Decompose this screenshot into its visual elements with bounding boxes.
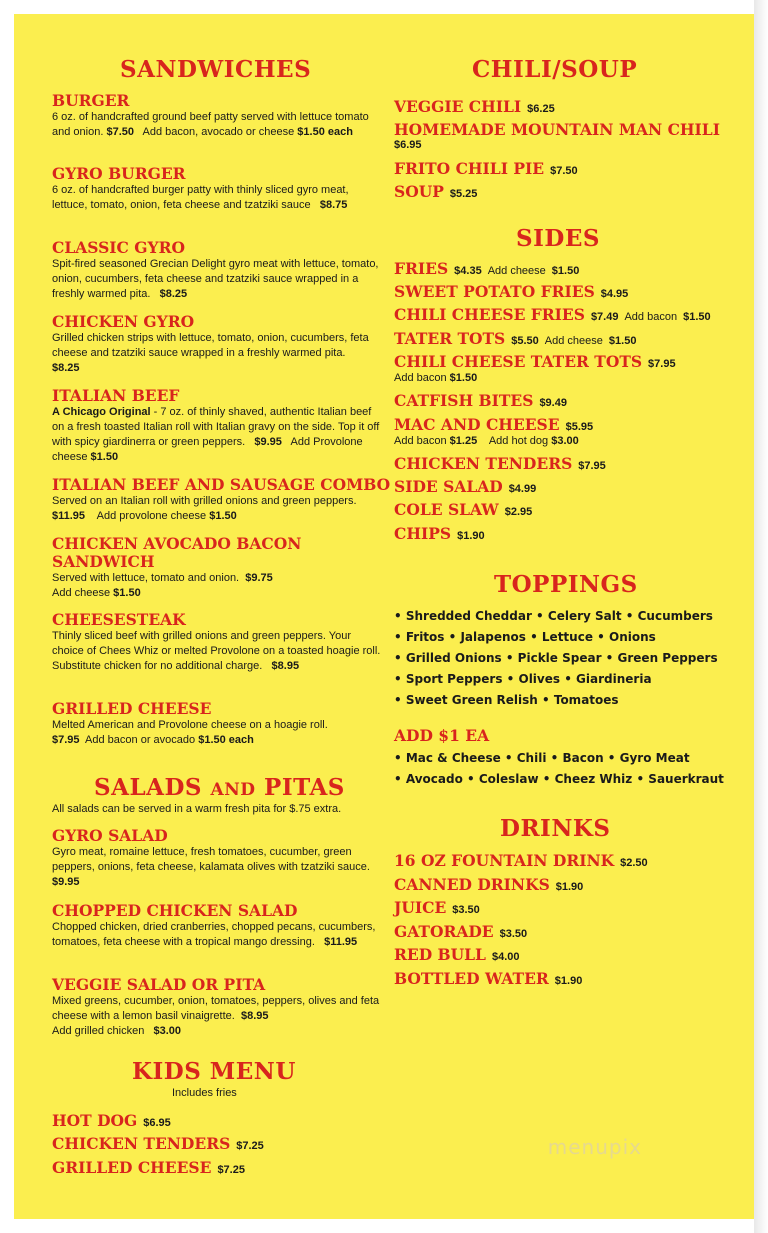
side-item: SIDE SALAD $4.99 xyxy=(394,477,537,496)
italian-beef-desc: A Chicago Original - 7 oz. of thinly shaved, authentic Italian beef on a fresh toasted Italian roll with Italian gravy on the side. Top it off with spicy giardinerra or green peppers. $9.95 Add Provolone cheese $1.50 xyxy=(52,406,380,463)
side-item: TATER TOTS $5.50 Add cheese $1.50 xyxy=(394,329,637,348)
side-item: MAC AND CHEESE $5.95 xyxy=(394,415,594,434)
side-item: CATFISH BITES $9.49 xyxy=(394,391,567,410)
burger-desc: 6 oz. of handcrafted ground beef patty served with lettuce tomato and onion. $7.50 Add bacon, avocado or cheese $1.50 each xyxy=(52,111,369,138)
side-item: CHIPS $1.90 xyxy=(394,524,485,543)
topping-line: • Sweet Green Relish • Tomatoes xyxy=(394,693,619,707)
combo-desc: Served on an Italian roll with grilled onions and green peppers. $11.95 Add provolone cheese $1.50 xyxy=(52,495,357,522)
kids-item: GRILLED CHEESE $7.25 xyxy=(52,1158,245,1177)
gyro-burger-desc: 6 oz. of handcrafted burger patty with thinly sliced gyro meat, lettuce, tomato, onion, feta cheese and tzatziki sauce $8.75 xyxy=(52,184,349,211)
gyro-salad-title: GYRO SALAD xyxy=(52,826,168,845)
gyro-salad-desc: Gyro meat, romaine lettuce, fresh tomatoes, cucumber, green peppers, onions, feta cheese, kalamata olives with tzatziki sauce. $9.95 xyxy=(52,846,370,888)
topping-line: • Fritos • Jalapenos • Lettuce • Onions xyxy=(394,630,656,644)
kids-item: CHICKEN TENDERS $7.25 xyxy=(52,1134,264,1153)
chili-item: VEGGIE CHILI $6.25 xyxy=(394,97,555,116)
side-item: CHILI CHEESE TATER TOTS $7.95 xyxy=(394,352,676,371)
cheesesteak-title: CHEESESTEAK xyxy=(52,610,186,629)
classic-gyro-desc: Spit-fired seasoned Grecian Delight gyro meat with lettuce, tomato, onion, cucumbers, feta cheese and tzatziki sauce wrapped in a freshly warmed pita. $8.25 xyxy=(52,258,379,300)
sides-title: SIDES xyxy=(516,225,600,252)
extra-topping-line: • Avocado • Coleslaw • Cheez Whiz • Sauerkraut xyxy=(394,772,724,786)
page-edge xyxy=(754,0,768,1233)
add-extra-title: ADD $1 EA xyxy=(394,726,490,745)
extra-topping-line: • Mac & Cheese • Chili • Bacon • Gyro Meat xyxy=(394,751,690,765)
chili-item: FRITO CHILI PIE $7.50 xyxy=(394,159,578,178)
burger-title: BURGER xyxy=(52,91,130,110)
chili-item: HOMEMADE MOUNTAIN MAN CHILI xyxy=(394,120,720,139)
sandwiches-title: SANDWICHES xyxy=(120,56,312,83)
topping-line: • Shredded Cheddar • Celery Salt • Cucumbers xyxy=(394,609,713,623)
drinks-title: DRINKS xyxy=(500,815,611,842)
salads-title: SALADS AND PITAS xyxy=(94,774,345,801)
side-item: SWEET POTATO FRIES $4.95 xyxy=(394,282,629,301)
side-item: CHILI CHEESE FRIES $7.49 Add bacon $1.50 xyxy=(394,305,711,324)
gyro-burger-title: GYRO BURGER xyxy=(52,164,186,183)
drink-item: GATORADE $3.50 xyxy=(394,922,528,941)
combo-title: ITALIAN BEEF AND SAUSAGE COMBO xyxy=(52,475,391,494)
kids-note: Includes fries xyxy=(172,1087,237,1099)
cheesesteak-desc: Thinly sliced beef with grilled onions and green peppers. Your choice of Chees Whiz or melted Provolone on a toasted hoagie roll. Substitute chicken for no additional charge. $8.95 xyxy=(52,630,381,672)
veggie-salad-desc: Mixed greens, cucumber, onion, tomatoes, peppers, olives and feta cheese with a lemon basil vinaigrette. $8.95 Add grilled chicken $3.00 xyxy=(52,995,380,1037)
cab-desc: Served with lettuce, tomato and onion. $9.75 Add cheese $1.50 xyxy=(52,572,273,599)
side-addon: Add bacon $1.50 xyxy=(394,372,478,384)
chopped-salad-title: CHOPPED CHICKEN SALAD xyxy=(52,901,298,920)
veggie-salad-title: VEGGIE SALAD OR PITA xyxy=(52,975,266,994)
kids-title: KIDS MENU xyxy=(132,1058,296,1085)
topping-line: • Sport Peppers • Olives • Giardineria xyxy=(394,672,652,686)
grilled-cheese-title: GRILLED CHEESE xyxy=(52,699,212,718)
italian-beef-title: ITALIAN BEEF xyxy=(52,386,180,405)
classic-gyro-title: CLASSIC GYRO xyxy=(52,238,185,257)
chili-item-price: $6.95 xyxy=(394,139,422,151)
menu-page xyxy=(14,14,754,1219)
menupix-watermark: menupix xyxy=(547,1135,642,1159)
chopped-salad-desc: Chopped chicken, dried cranberries, chopped pecans, cucumbers, tomatoes, feta cheese with a tropical mango dressing. $11.95 xyxy=(52,921,376,948)
cab-title: CHICKEN AVOCADO BACON SANDWICH xyxy=(52,534,302,571)
chicken-gyro-desc: Grilled chicken strips with lettuce, tomato, onion, cucumbers, feta cheese and tzatziki sauce wrapped in a freshly warmed pita. $8.25 xyxy=(52,332,369,374)
grilled-cheese-desc: Melted American and Provolone cheese on a hoagie roll. $7.95 Add bacon or avocado $1.50 each xyxy=(52,719,328,746)
side-item: COLE SLAW $2.95 xyxy=(394,500,533,519)
kids-item: HOT DOG $6.95 xyxy=(52,1111,171,1130)
chili-title: CHILI/SOUP xyxy=(472,56,638,83)
drink-item: BOTTLED WATER $1.90 xyxy=(394,969,583,988)
drink-item: 16 OZ FOUNTAIN DRINK $2.50 xyxy=(394,851,648,870)
chicken-gyro-title: CHICKEN GYRO xyxy=(52,312,195,331)
drink-item: JUICE $3.50 xyxy=(394,898,480,917)
toppings-title: TOPPINGS xyxy=(494,571,638,598)
topping-line: • Grilled Onions • Pickle Spear • Green Peppers xyxy=(394,651,718,665)
side-item: FRIES $4.35 Add cheese $1.50 xyxy=(394,259,580,278)
drink-item: CANNED DRINKS $1.90 xyxy=(394,875,584,894)
chili-item: SOUP $5.25 xyxy=(394,182,478,201)
drink-item: RED BULL $4.00 xyxy=(394,945,520,964)
salads-note: All salads can be served in a warm fresh pita for $.75 extra. xyxy=(52,803,342,815)
side-item: CHICKEN TENDERS $7.95 xyxy=(394,454,606,473)
side-addon: Add bacon $1.25 Add hot dog $3.00 xyxy=(394,435,579,447)
